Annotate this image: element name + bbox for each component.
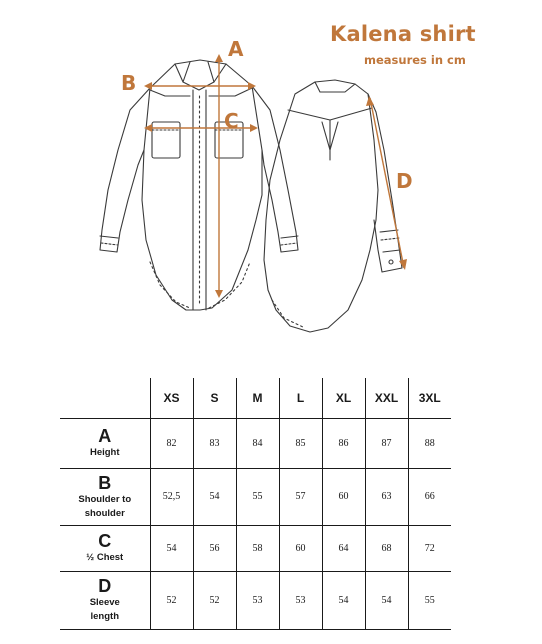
- marker-c: C: [224, 109, 239, 133]
- table-cell: 60: [322, 468, 365, 525]
- product-title: Kalena shirt: [330, 22, 476, 46]
- row-letter: C: [98, 531, 112, 551]
- table-cell: 83: [193, 418, 236, 468]
- row-header-a: [60, 418, 150, 468]
- size-header: L: [279, 378, 322, 418]
- shirt-front-illustration: [100, 60, 298, 310]
- table-corner: [60, 378, 150, 418]
- row-label: shoulder: [84, 507, 125, 519]
- size-header: XXL: [365, 378, 408, 418]
- table-cell: 52: [193, 571, 236, 629]
- shirt-back-illustration: [264, 80, 402, 332]
- marker-d: D: [396, 169, 413, 193]
- table-cell: 55: [236, 468, 279, 525]
- row-label: Height: [89, 447, 120, 458]
- table-cell: 54: [150, 525, 193, 571]
- row-label: Shoulder to: [78, 493, 132, 505]
- table-cell: 60: [279, 525, 322, 571]
- table-cell: 56: [193, 525, 236, 571]
- table-row: [60, 571, 451, 629]
- row-label: Sleeve: [89, 597, 120, 608]
- table-cell: 55: [408, 571, 451, 629]
- table-cell: 84: [236, 418, 279, 468]
- row-header-c: [60, 525, 150, 571]
- row-header-d: [60, 571, 150, 629]
- size-header: S: [193, 378, 236, 418]
- table-row: [60, 468, 451, 525]
- table-cell: 72: [408, 525, 451, 571]
- table-cell: 52: [150, 571, 193, 629]
- table-row: [60, 525, 451, 571]
- row-letter: D: [98, 576, 112, 596]
- table-cell: 54: [322, 571, 365, 629]
- table-cell: 53: [236, 571, 279, 629]
- table-cell: 54: [365, 571, 408, 629]
- size-header-row: [60, 378, 451, 418]
- row-letter: B: [98, 472, 112, 493]
- table-cell: 64: [322, 525, 365, 571]
- row-label: ½ Chest: [86, 552, 124, 563]
- table-row: [60, 418, 451, 468]
- table-cell: 53: [279, 571, 322, 629]
- table-cell: 86: [322, 418, 365, 468]
- table-cell: 68: [365, 525, 408, 571]
- table-cell: 88: [408, 418, 451, 468]
- table-cell: 54: [193, 468, 236, 525]
- size-chart-table: [60, 378, 451, 630]
- table-cell: 58: [236, 525, 279, 571]
- table-cell: 52,5: [150, 468, 193, 525]
- row-letter: A: [98, 426, 112, 446]
- table-cell: 85: [279, 418, 322, 468]
- row-header-b: [60, 468, 150, 525]
- marker-a: A: [228, 37, 244, 61]
- table-cell: 82: [150, 418, 193, 468]
- size-header: M: [236, 378, 279, 418]
- marker-b: B: [121, 71, 137, 95]
- size-header: 3XL: [408, 378, 451, 418]
- table-cell: 63: [365, 468, 408, 525]
- units-note: measures in cm: [364, 53, 466, 67]
- table-cell: 66: [408, 468, 451, 525]
- size-header: XS: [150, 378, 193, 418]
- size-header: XL: [322, 378, 365, 418]
- table-cell: 57: [279, 468, 322, 525]
- row-label: length: [90, 611, 119, 622]
- table-cell: 87: [365, 418, 408, 468]
